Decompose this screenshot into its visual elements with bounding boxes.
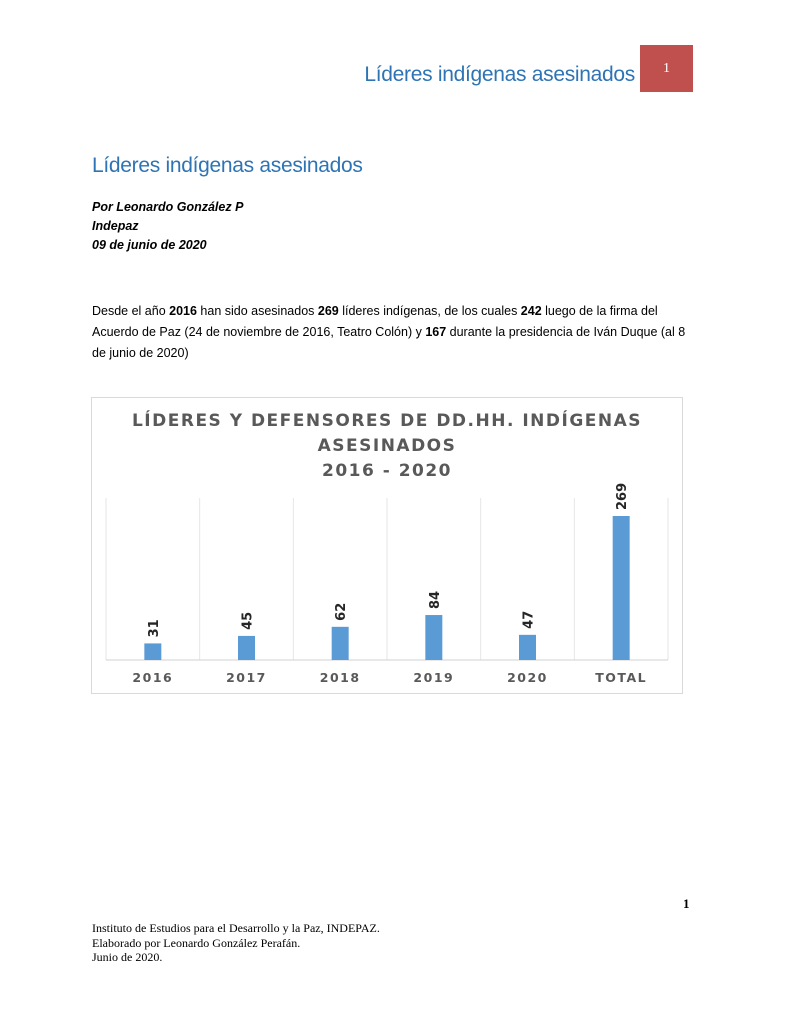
paragraph-duque: 167 — [425, 325, 447, 339]
date: 09 de junio de 2020 — [92, 238, 207, 252]
chart-title-line: LÍDERES Y DEFENSORES DE DD.HH. INDÍGENAS — [131, 411, 643, 431]
chart-data-label: 84 — [427, 590, 443, 610]
paragraph-text: han sido asesinados — [196, 304, 318, 318]
chart-category-label: 2016 — [132, 670, 174, 685]
paragraph-after-peace: 242 — [520, 304, 542, 318]
organization: Indepaz — [92, 219, 139, 233]
page-number: 1 — [683, 896, 690, 911]
paragraph-total: 269 — [317, 304, 339, 318]
intro-paragraph — [92, 301, 696, 364]
header-title: Líderes indígenas asesinados — [364, 63, 635, 86]
paragraph-text: durante la presidencia de Iván Duque (al 8 de junio de 2020) — [92, 325, 686, 360]
chart-category-label: TOTAL — [595, 670, 648, 685]
chart-category-label: 2019 — [413, 670, 455, 685]
chart-category-label: 2018 — [319, 670, 361, 685]
footer-line: Elaborado por Leonardo González Perafán. — [92, 935, 301, 950]
paragraph-year: 2016 — [169, 304, 197, 318]
footer-line: Instituto de Estudios para el Desarrollo y la Paz, INDEPAZ. — [92, 921, 380, 935]
header-page-badge: 1 — [640, 45, 693, 92]
chart-data-label: 62 — [334, 602, 350, 621]
chart-container — [91, 397, 683, 694]
chart-bar — [425, 615, 442, 660]
byline — [92, 198, 243, 255]
chart-category-label: 2020 — [507, 670, 548, 685]
chart-data-label: 269 — [615, 482, 631, 510]
paragraph-text: Desde el año — [92, 304, 170, 318]
chart-bar — [238, 636, 255, 660]
paragraph-text: líderes indígenas, de los cuales — [338, 304, 521, 318]
chart-bar — [613, 516, 630, 660]
chart-title-line: 2016 - 2020 — [321, 461, 453, 481]
footer — [92, 921, 380, 965]
chart-bar — [519, 635, 536, 660]
chart-data-label: 31 — [146, 619, 162, 638]
footer-line: Junio de 2020. — [92, 950, 163, 964]
chart-category-label: 2017 — [226, 670, 267, 685]
paragraph-text: luego de la firma del Acuerdo de Paz (24 de noviembre de 2016, Teatro Colón) y — [92, 304, 658, 339]
chart-data-label: 47 — [521, 610, 537, 629]
chart-bar — [332, 627, 349, 660]
chart-title-line: ASESINADOS — [317, 436, 457, 456]
chart-data-label: 45 — [240, 611, 256, 630]
bar-chart — [92, 398, 682, 693]
chart-bar — [144, 643, 161, 660]
author: Por Leonardo González P — [92, 200, 244, 214]
document-title: Líderes indígenas asesinados — [92, 154, 363, 177]
